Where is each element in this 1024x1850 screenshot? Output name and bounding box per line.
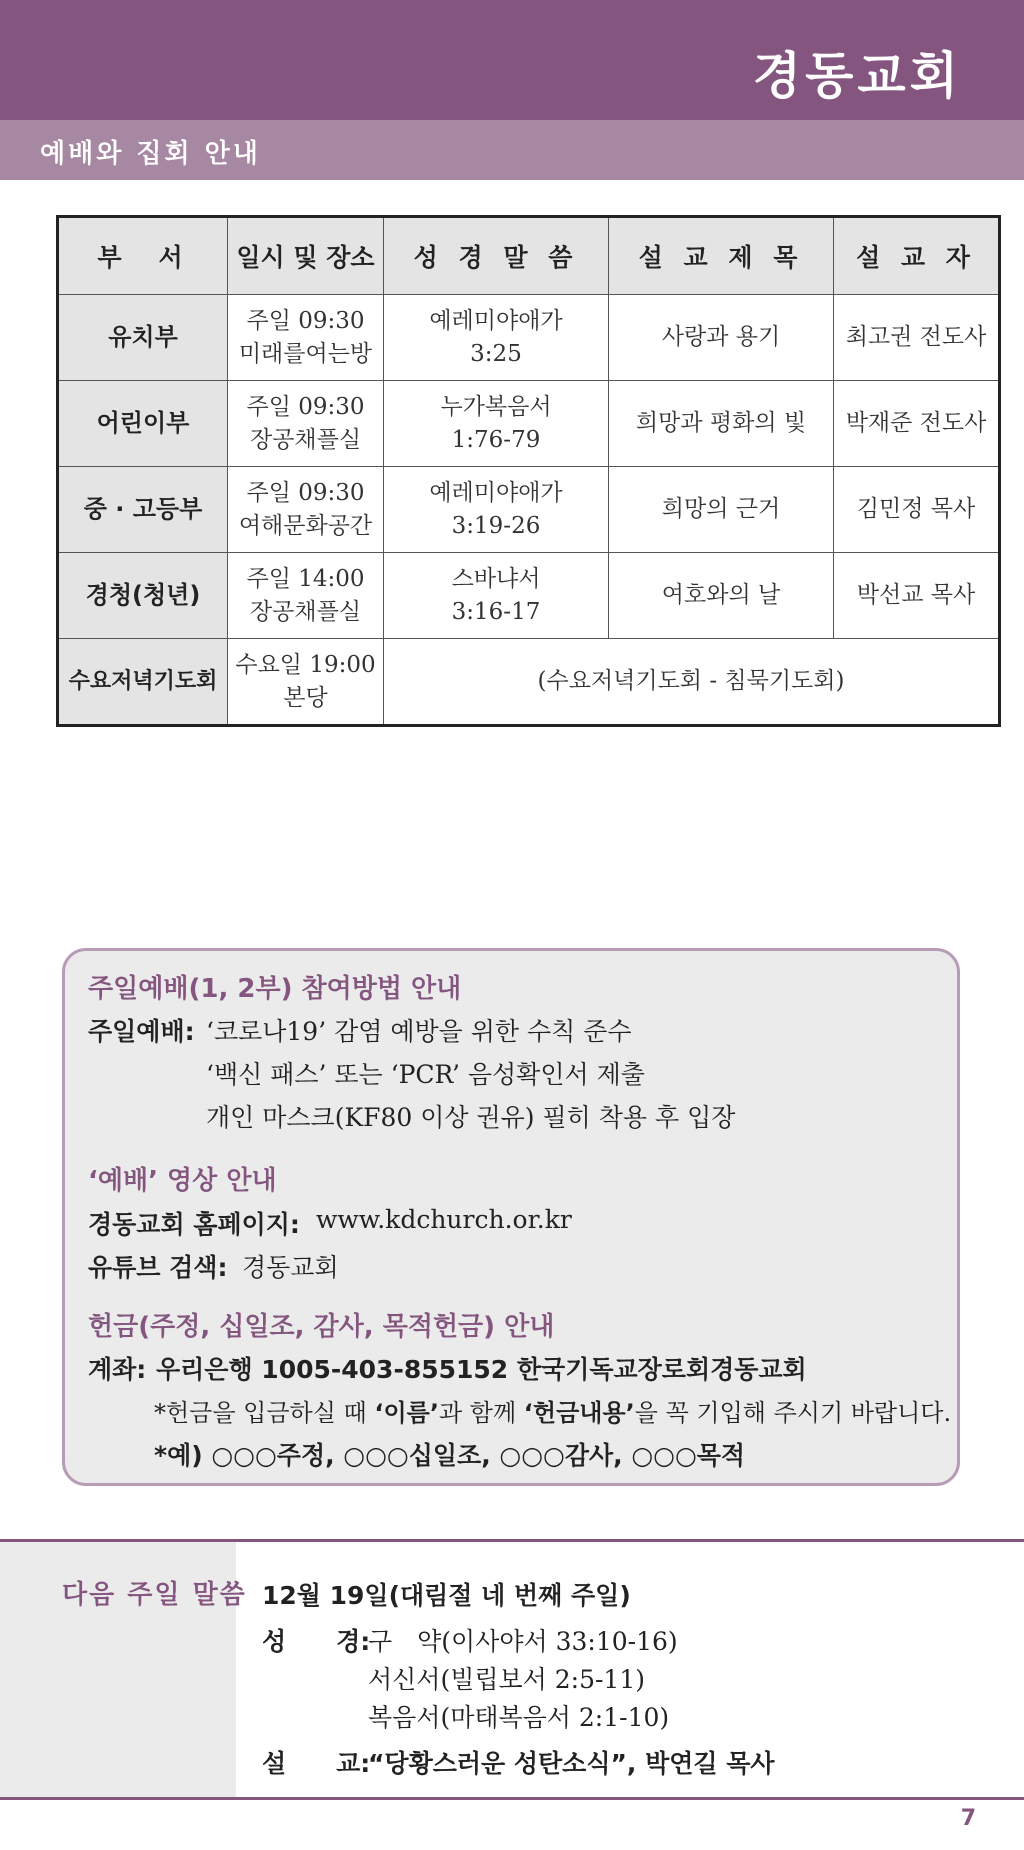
place-text: 미래를여는방 [238, 340, 373, 367]
preacher-cell: 김민정 목사 [834, 467, 1000, 553]
scripture-cell [384, 467, 609, 553]
place-text: 장공채플실 [249, 426, 362, 453]
church-name: 경동교회 [752, 46, 962, 105]
account-number: 우리은행 1005-403-855152 한국기독교장로회경동교회 [156, 1355, 807, 1384]
dept-cell: 중 · 고등부 [58, 467, 228, 553]
table-row [58, 295, 1000, 381]
note-text: 을 꼭 기입해 주시기 바랍니다. [634, 1399, 952, 1427]
col-header-scripture: 성 경 말 씀 [384, 217, 609, 295]
note-text: *헌금을 입금하실 때 [154, 1399, 375, 1427]
scripture-line: 서신서(빌립보서 2:5-11) [368, 1665, 645, 1694]
youtube-label: 유튜브 검색: [88, 1253, 228, 1282]
scripture-book: 스바냐서 [451, 565, 541, 592]
scripture-verse: 1:76-79 [451, 426, 541, 453]
worship-rule-line: ‘백신 패스’ 또는 ‘PCR’ 음성확인서 제출 [206, 1060, 645, 1089]
scripture-label: 성 경: [262, 1627, 371, 1656]
time-place-cell [228, 467, 384, 553]
table-row [58, 467, 1000, 553]
time-text: 주일 09:30 [246, 307, 365, 334]
col-header-time-place: 일시 및 장소 [228, 217, 384, 295]
table-row [58, 381, 1000, 467]
table-row [58, 553, 1000, 639]
video-heading: ‘예배’ 영상 안내 [88, 1166, 277, 1196]
scripture-verse: 3:25 [470, 340, 522, 367]
offering-example: *예) ○○○주정, ○○○십일조, ○○○감사, ○○○목적 [154, 1441, 746, 1470]
scripture-book: 예레미야애가 [429, 479, 563, 506]
time-place-cell [228, 381, 384, 467]
time-place-cell [228, 553, 384, 639]
schedule-table [56, 215, 1001, 727]
place-text: 여해문화공간 [238, 512, 373, 539]
scripture-book: 예레미야애가 [429, 307, 563, 334]
preacher-cell: 최고권 전도사 [834, 295, 1000, 381]
table-row [58, 639, 1000, 726]
divider-bottom [0, 1797, 1024, 1800]
preacher-cell: 박선교 목사 [834, 553, 1000, 639]
time-text: 주일 14:00 [246, 565, 365, 592]
scripture-cell [384, 381, 609, 467]
offering-heading: 헌금(주정, 십일조, 감사, 목적헌금) 안내 [88, 1312, 555, 1342]
table-header-row [58, 217, 1000, 295]
sermon-title-cell: 희망과 평화의 빛 [609, 381, 834, 467]
col-header-sermon-title: 설 교 제 목 [609, 217, 834, 295]
sermon-title: “당황스러운 성탄소식”, 박연길 목사 [368, 1749, 775, 1778]
dept-cell: 어린이부 [58, 381, 228, 467]
scripture-verse: 3:16-17 [451, 598, 541, 625]
time-text: 주일 09:30 [246, 393, 365, 420]
scripture-line: 복음서(마태복음서 2:1-10) [368, 1703, 670, 1732]
place-text: 본당 [283, 684, 328, 711]
note-emphasis: ‘이름’ [374, 1399, 439, 1427]
time-place-cell [228, 639, 384, 726]
homepage-label: 경동교회 홈페이지: [88, 1210, 300, 1239]
col-header-preacher: 설 교 자 [834, 217, 1000, 295]
col-header-dept: 부 서 [58, 217, 228, 295]
scripture-cell [384, 295, 609, 381]
dept-cell: 유치부 [58, 295, 228, 381]
youtube-search-term: 경동교회 [242, 1253, 339, 1282]
section-title: 예배와 집회 안내 [40, 139, 261, 169]
worship-rule-line: 개인 마스크(KF80 이상 권유) 필히 착용 후 입장 [206, 1103, 736, 1132]
worship-heading: 주일예배(1, 2부) 참여방법 안내 [88, 974, 462, 1004]
scripture-cell [384, 553, 609, 639]
place-text: 장공채플실 [249, 598, 362, 625]
worship-rule-line: ‘코로나19’ 감염 예방을 위한 수칙 준수 [206, 1017, 632, 1046]
time-text: 주일 09:30 [246, 479, 365, 506]
dept-cell: 수요저녁기도회 [58, 639, 228, 726]
account-label: 계좌: [88, 1355, 147, 1384]
sermon-title-cell: 여호와의 날 [609, 553, 834, 639]
scripture-book: 누가복음서 [440, 393, 552, 420]
preacher-cell: 박재준 전도사 [834, 381, 1000, 467]
note-text: 과 함께 [438, 1399, 524, 1427]
worship-label: 주일예배: [88, 1017, 195, 1046]
next-sunday-date: 12월 19일(대림절 네 번째 주일) [262, 1581, 631, 1610]
prayer-note-cell: (수요저녁기도회 - 침묵기도회) [384, 639, 1000, 726]
time-place-cell [228, 295, 384, 381]
dept-cell: 경청(청년) [58, 553, 228, 639]
sermon-title-cell: 희망의 근거 [609, 467, 834, 553]
sermon-label: 설 교: [262, 1749, 371, 1778]
scripture-line: 구 약(이사야서 33:10-16) [368, 1627, 678, 1656]
offering-note [154, 1393, 951, 1428]
page-number: 7 [960, 1806, 976, 1831]
sermon-title-cell: 사랑과 용기 [609, 295, 834, 381]
homepage-url[interactable]: www.kdchurch.or.kr [316, 1205, 572, 1234]
next-sunday-title: 다음 주일 말씀 [62, 1580, 247, 1610]
note-emphasis: ‘헌금내용’ [523, 1399, 635, 1427]
scripture-verse: 3:19-26 [451, 512, 541, 539]
time-text: 수요일 19:00 [235, 651, 376, 678]
